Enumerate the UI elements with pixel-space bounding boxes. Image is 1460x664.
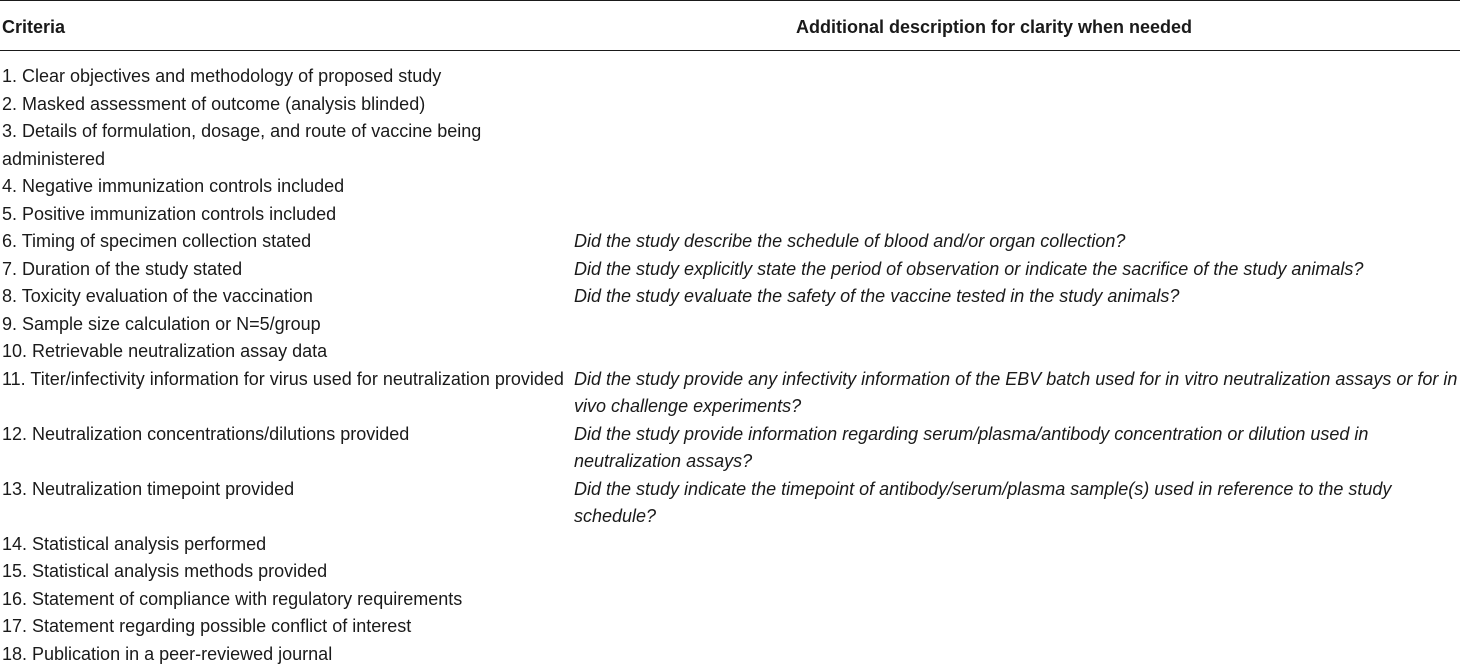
criteria-cell: 11. Titer/infectivity information for virus used for neutralization provided	[2, 368, 564, 389]
table-row	[0, 558, 1460, 586]
criteria-cell: 4. Negative immunization controls included	[2, 176, 345, 196]
table-row	[0, 63, 1460, 91]
criteria-cell: 13. Neutralization timepoint provided	[2, 478, 295, 499]
table-row	[0, 283, 1460, 311]
description-cell: Did the study describe the schedule of blood and/or organ collection?	[574, 231, 1126, 251]
table-row	[0, 476, 1460, 531]
description-cell: Did the study provide information regarding serum/plasma/antibody concentration or dilution used in neutralization assays?	[574, 423, 1369, 471]
table-row	[0, 91, 1460, 119]
table-header	[0, 14, 1460, 40]
description-cell: Did the study provide any infectivity information of the EBV batch used for in vitro neutralization assays or for in vivo challenge experiments?	[574, 368, 1458, 416]
criteria-cell: 6. Timing of specimen collection stated	[2, 231, 312, 251]
table-row	[0, 311, 1460, 339]
criteria-cell: 16. Statement of compliance with regulatory requirements	[2, 588, 463, 609]
criteria-cell: 15. Statistical analysis methods provided	[2, 561, 328, 581]
criteria-cell: 1. Clear objectives and methodology of proposed study	[2, 66, 442, 86]
table-row	[0, 366, 1460, 421]
table-row	[0, 421, 1460, 476]
top-rule	[0, 0, 1460, 1]
criteria-cell: 7. Duration of the study stated	[2, 258, 243, 279]
table-row	[0, 201, 1460, 229]
table-row	[0, 228, 1460, 256]
criteria-cell: 12. Neutralization concentrations/dilutions provided	[2, 423, 410, 444]
header-description: Additional description for clarity when needed	[796, 17, 1193, 37]
table-row	[0, 613, 1460, 641]
table-row	[0, 586, 1460, 614]
criteria-cell: 10. Retrievable neutralization assay data	[2, 341, 328, 361]
criteria-cell: 3. Details of formulation, dosage, and route of vaccine being administered	[2, 121, 482, 169]
criteria-cell: 17. Statement regarding possible conflict of interest	[2, 616, 412, 636]
table-row	[0, 641, 1460, 664]
table-row	[0, 118, 1460, 173]
description-cell: Did the study evaluate the safety of the vaccine tested in the study animals?	[574, 286, 1180, 306]
criteria-cell: 14. Statistical analysis performed	[2, 533, 267, 554]
table-row	[0, 338, 1460, 366]
table-row	[0, 256, 1460, 284]
header-criteria: Criteria	[2, 17, 66, 37]
criteria-cell: 9. Sample size calculation or N=5/group	[2, 313, 321, 334]
table-row	[0, 531, 1460, 559]
description-cell: Did the study explicitly state the period of observation or indicate the sacrifice of the study animals?	[574, 258, 1364, 279]
criteria-cell: 5. Positive immunization controls included	[2, 203, 337, 224]
criteria-cell: 8. Toxicity evaluation of the vaccination	[2, 286, 313, 306]
description-cell: Did the study indicate the timepoint of antibody/serum/plasma sample(s) used in reference to the study schedule?	[574, 478, 1392, 526]
header-rule	[0, 50, 1460, 51]
criteria-cell: 18. Publication in a peer-reviewed journal	[2, 643, 333, 664]
table-body	[0, 63, 1460, 664]
table-row	[0, 173, 1460, 201]
criteria-cell: 2. Masked assessment of outcome (analysis blinded)	[2, 93, 426, 114]
